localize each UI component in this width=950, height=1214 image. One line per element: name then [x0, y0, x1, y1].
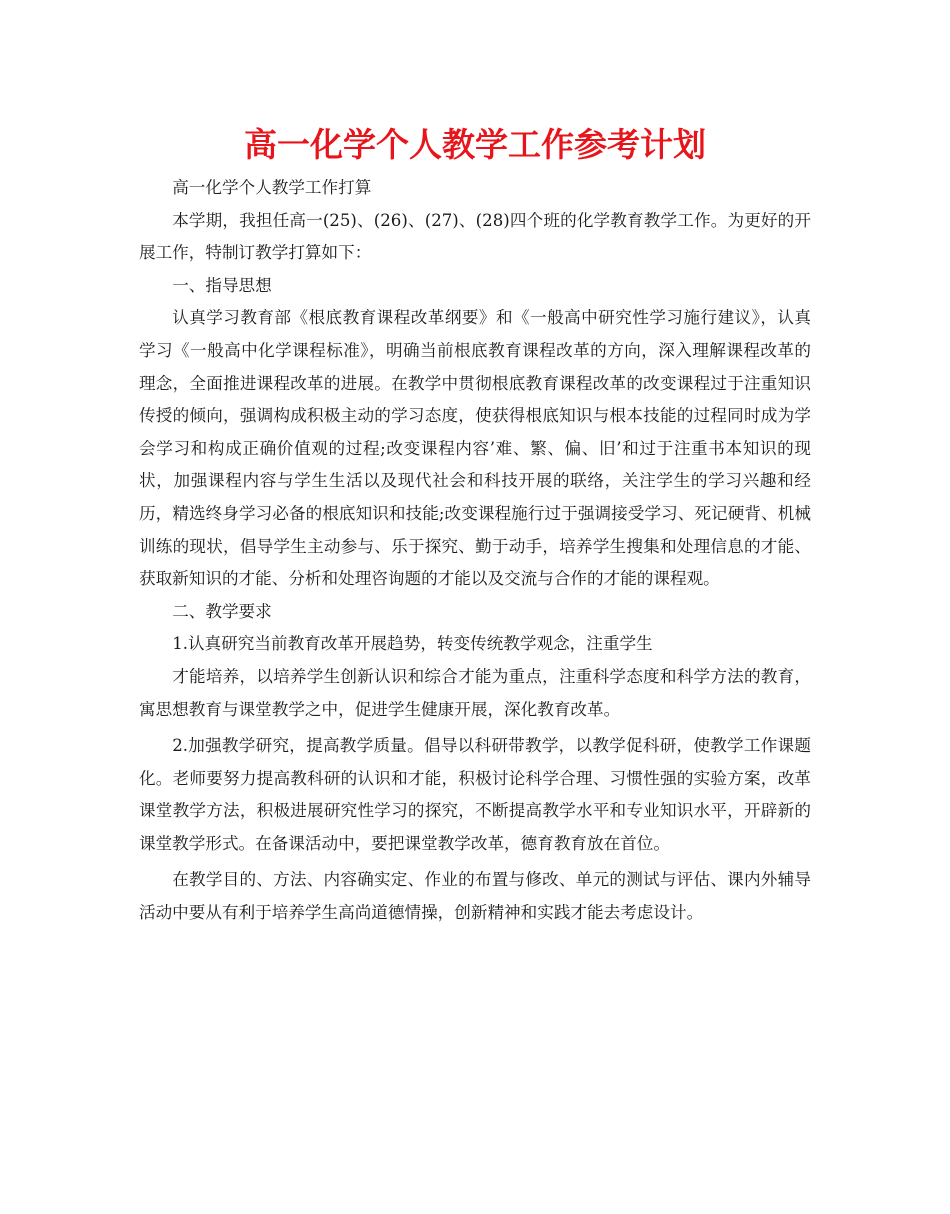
intro-paragraph: 本学期，我担任高一(25)、(26)、(27)、(28)四个班的化学教育教学工作。为更好的开展工作，特制订教学打算如下：	[139, 210, 811, 263]
document-page	[139, 120, 811, 930]
section-heading-teaching-requirements: 二、教学要求	[172, 601, 272, 621]
document-subtitle: 高一化学个人教学工作打算	[172, 178, 372, 197]
requirement-item-1-continuation: 才能培养，以培养学生创新认识和综合才能为重点，注重科学态度和科学方法的教育，寓思想教育与课堂教学之中，促进学生健康开展，深化教育改革。	[139, 666, 811, 719]
section-heading-guiding-thought: 一、指导思想	[172, 275, 272, 295]
guiding-thought-paragraph: 认真学习教育部《根底教育课程改革纲要》和《一般高中研究性学习施行建议》，认真学习《一般高中化学课程标准》，明确当前根底教育课程改革的方向，深入理解课程改革的理念，全面推进课程改革的进展。在教学中贯彻根底教育课程改革的改变课程过于注重知识传授的倾向，强调构成积极主动的学习态度，使获得根底知识与根本技能的过程同时成为学会学习和构成正确价值观的过程;改变课程内容’难、繁、偏、旧’和过于注重书本知识的现状，加强课程内容与学生生活以及现代社会和科技开展的联络，关注学生的学习兴趣和经历，精选终身学习必备的根底知识和技能;改变课程施行过于强调接受学习、死记硬背、机械训练的现状，倡导学生主动参与、乐于探究、勤于动手，培养学生搜集和处理信息的才能、获取新知识的才能、分析和处理咨询题的才能以及交流与合作的才能的课程观。	[139, 308, 811, 589]
requirement-item-1-first-line: 1.认真研究当前教育改革开展趋势，转变传统教学观念，注重学生	[172, 634, 653, 654]
requirement-item-2: 2.加强教学研究，提高教学质量。倡导以科研带教学，以教学促科研，使教学工作课题化。老师要努力提高教科研的认识和才能，积极讨论科学合理、习惯性强的实验方案，改革课堂教学方法，积极进展研究性学习的探究，不断提高教学水平和专业知识水平，开辟新的课堂教学形式。在备课活动中，要把课堂教学改革，德育教育放在首位。	[139, 736, 811, 853]
document-title: 高一化学个人教学工作参考计划	[244, 125, 706, 164]
closing-paragraph: 在教学目的、方法、内容确实定、作业的布置与修改、单元的测试与评估、课内外辅导活动中要从有利于培养学生高尚道德情操，创新精神和实践才能去考虑设计。	[139, 870, 811, 923]
